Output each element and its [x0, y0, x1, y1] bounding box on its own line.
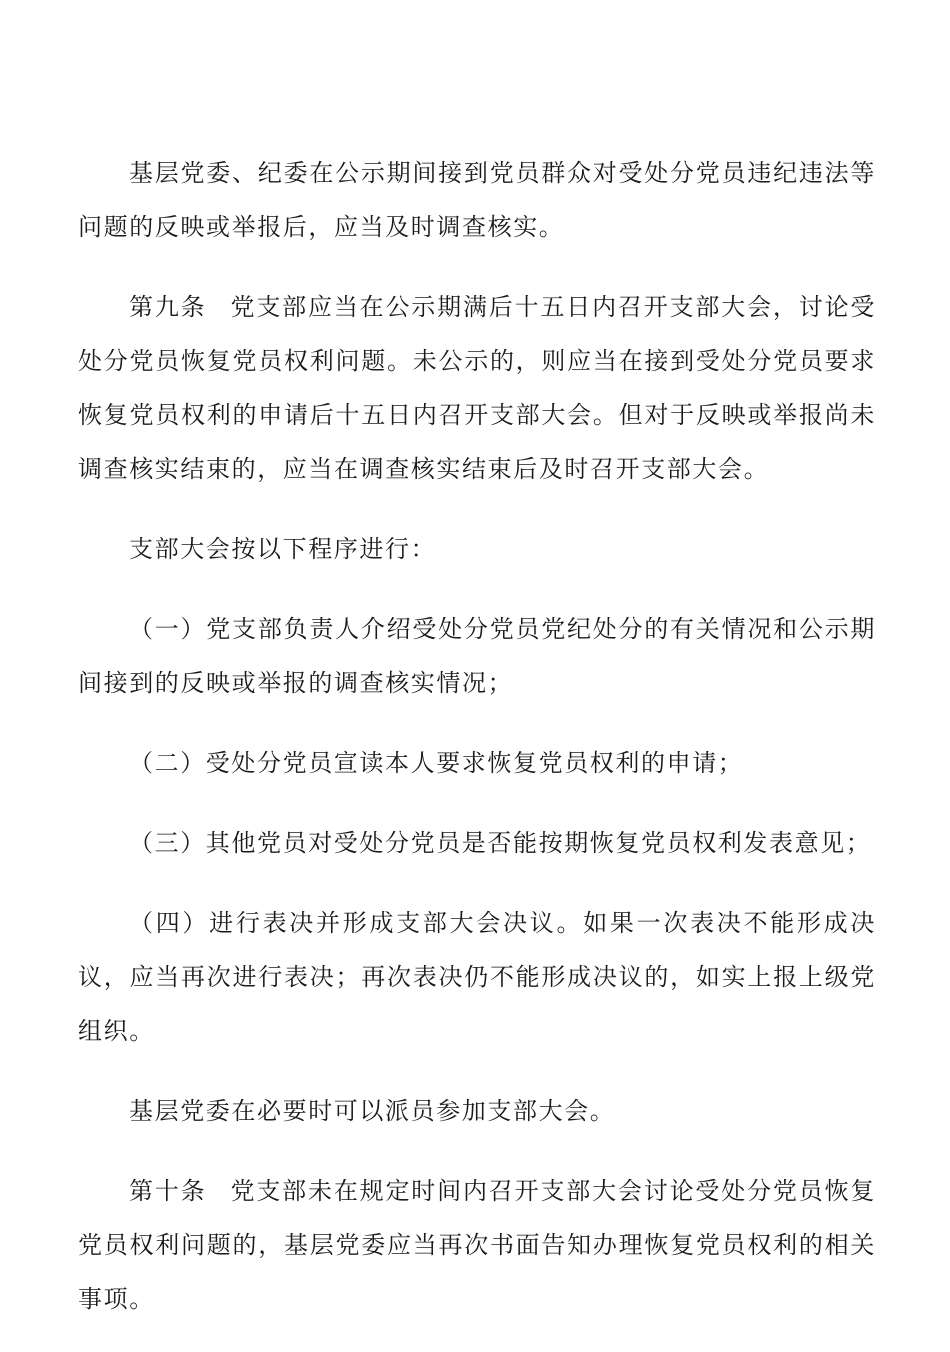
paragraph-text: 党支部应当在公示期满后十五日内召开支部大会，讨论受处分党员恢复党员权利问题。未公示的，则应当在接到受处分党员要求恢复党员权利的申请后十五日内召开支部大会。但对于反映或举报尚未调查核实结束的，应当在调查核实结束后及时召开支部大会。	[78, 293, 876, 483]
paragraph-text: （一）党支部负责人介绍受处分党员党纪处分的有关情况和公示期间接到的反映或举报的调查核实情况；	[78, 615, 876, 697]
paragraph-text: 基层党委、纪委在公示期间接到党员群众对受处分党员违纪违法等问题的反映或举报后，应当及时调查核实。	[78, 159, 876, 241]
paragraph-text: 党支部未在规定时间内召开支部大会讨论受处分党员恢复党员权利问题的，基层党委应当再次书面告知办理恢复党员权利的相关事项。	[78, 1177, 876, 1313]
paragraph-text: （三）其他党员对受处分党员是否能按期恢复党员权利发表意见；	[129, 829, 872, 857]
paragraph-text: 基层党委在必要时可以派员参加支部大会。	[129, 1097, 616, 1125]
document-body	[78, 146, 876, 1352]
paragraph-delegate	[78, 1084, 876, 1138]
paragraph-text: 支部大会按以下程序进行：	[129, 535, 437, 563]
paragraph-text: （四）进行表决并形成支部大会决议。如果一次表决不能形成决议，应当再次进行表决；再次表决仍不能形成决议的，如实上报上级党组织。	[78, 909, 876, 1045]
article-number: 第十条	[129, 1177, 207, 1205]
paragraph-step-4	[78, 896, 876, 1058]
paragraph-text: （二）受处分党员宣读本人要求恢复党员权利的申请；	[129, 749, 744, 777]
paragraph-step-1	[78, 602, 876, 710]
paragraph-article-10	[78, 1164, 876, 1326]
paragraph-step-3	[78, 816, 876, 870]
paragraph-investigation	[78, 146, 876, 254]
article-number: 第九条	[129, 293, 207, 321]
paragraph-article-9	[78, 280, 876, 496]
paragraph-procedure-intro	[78, 522, 876, 576]
paragraph-step-2	[78, 736, 876, 790]
